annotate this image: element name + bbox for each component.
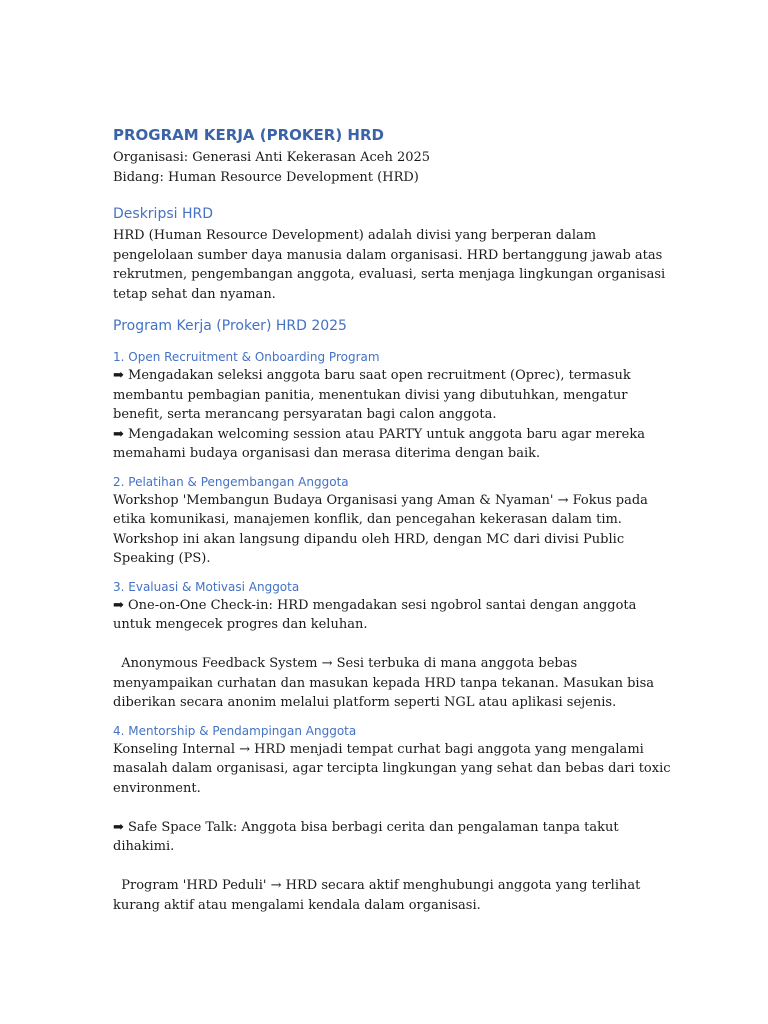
section-3-heading: 3. Evaluasi & Motivasi Anggota xyxy=(113,579,300,594)
organization-line: Organisasi: Generasi Anti Kekerasan Aceh 2025 xyxy=(113,150,431,165)
program-heading: Program Kerja (Proker) HRD 2025 xyxy=(113,318,347,334)
document-title: PROGRAM KERJA (PROKER) HRD xyxy=(113,126,384,144)
field-line: Bidang: Human Resource Development (HRD) xyxy=(113,169,419,185)
description-heading: Deskripsi HRD xyxy=(113,206,213,222)
section-2-heading: 2. Pelatihan & Pengembangan Anggota xyxy=(113,474,349,489)
section-3-paragraph-2: Anonymous Feedback System → Sesi terbuka di mana anggota bebas menyampaikan curhatan dan masukan kepada HRD tanpa tekanan. Masukan bisa diberikan secara anonim melalui platform seperti NGL atau aplikasi sejenis. xyxy=(113,656,659,710)
section-1-paragraph-2: ➡ Mengadakan welcoming session atau PARTY untuk anggota baru agar mereka memahami budaya organisasi dan merasa diterima dengan baik. xyxy=(113,426,645,461)
description-text: HRD (Human Resource Development) adalah divisi yang berperan dalam pengelolaan sumber daya manusia dalam organisasi. HRD bertanggung jawab atas rekrutmen, pengembangan anggota, evaluasi, serta menjaga lingkungan organisasi tetap sehat dan nyaman. xyxy=(113,228,666,302)
section-1-paragraph-1: ➡ Mengadakan seleksi anggota baru saat open recruitment (Oprec), termasuk membantu pembagian panitia, menentukan divisi yang dibutuhkan, mengatur benefit, serta merancang persyaratan bagi calon anggota. xyxy=(113,368,631,422)
section-4-heading: 4. Mentorship & Pendampingan Anggota xyxy=(113,723,357,738)
section-4-paragraph-2: ➡ Safe Space Talk: Anggota bisa berbagi cerita dan pengalaman tanpa takut dihakimi. xyxy=(113,819,619,854)
section-4-paragraph-3: Program 'HRD Peduli' → HRD secara aktif menghubungi anggota yang terlihat kurang aktif atau mengalami kendala dalam organisasi. xyxy=(113,878,645,913)
section-4-paragraph-1: Konseling Internal → HRD menjadi tempat curhat bagi anggota yang mengalami masalah dalam organisasi, agar tercipta lingkungan yang sehat dan bebas dari toxic environment. xyxy=(113,741,671,796)
document-page xyxy=(113,124,673,915)
section-3-paragraph-1: ➡ One-on-One Check-in: HRD mengadakan sesi ngobrol santai dengan anggota untuk mengecek progres dan keluhan. xyxy=(113,597,637,632)
section-2-paragraph-1: Workshop 'Membangun Budaya Organisasi yang Aman & Nyaman' → Fokus pada etika komunikasi, manajemen konflik, dan pencegahan kekerasan dalam tim. Workshop ini akan langsung dipandu oleh HRD, dengan MC dari divisi Public Speaking (PS). xyxy=(113,492,648,566)
section-1-heading: 1. Open Recruitment & Onboarding Program xyxy=(113,350,380,364)
